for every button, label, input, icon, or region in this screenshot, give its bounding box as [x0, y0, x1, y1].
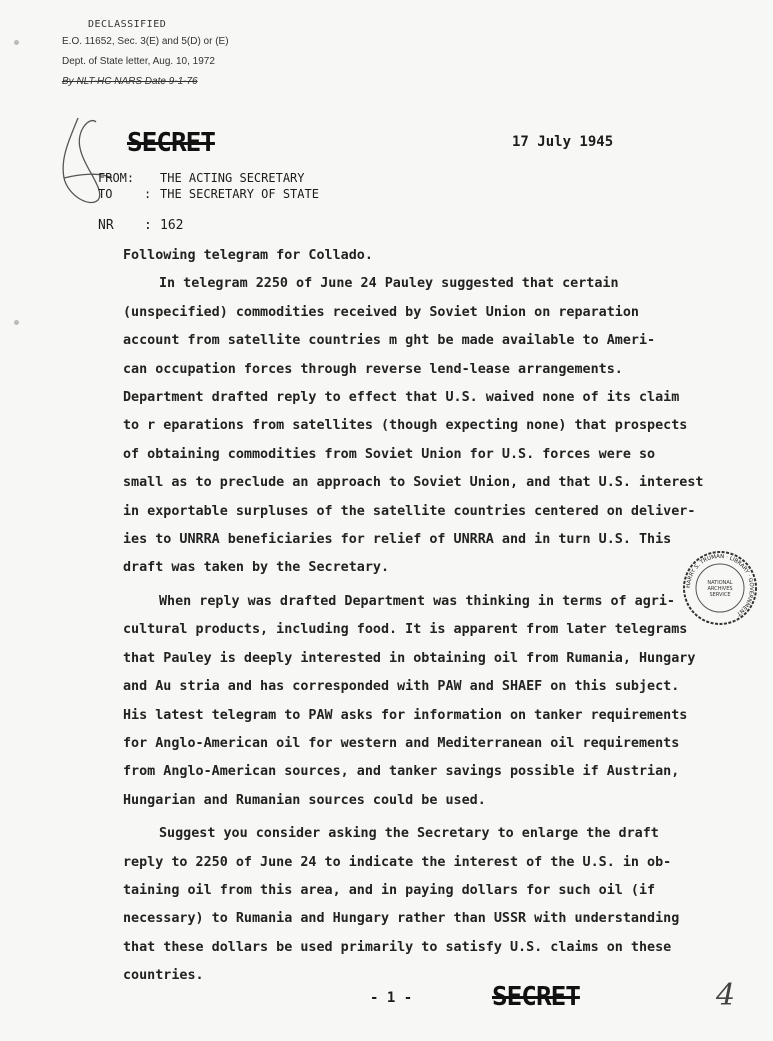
text-line: from Anglo-American sources, and tanker savings possible if Austrian,	[123, 764, 680, 780]
text-line: In telegram 2250 of June 24 Pauley suggested that certain	[159, 276, 619, 292]
text-line: for Anglo-American oil for western and Mediterranean oil requirements	[123, 735, 680, 751]
memo-body	[123, 242, 713, 991]
text-line: taining oil from this area, and in paying dollars for such oil (if	[123, 882, 656, 898]
from-value: THE ACTING SECRETARY	[160, 171, 305, 185]
text-line: Department drafted reply to effect that U.S. waived none of its claim	[123, 390, 680, 406]
text-line: reply to 2250 of June 24 to indicate the interest of the U.S. in ob-	[123, 854, 672, 870]
svg-text:SERVICE: SERVICE	[709, 592, 731, 598]
document-date: 17 July 1945	[512, 134, 614, 150]
text-line: His latest telegram to PAW asks for information on tanker requirements	[123, 707, 688, 723]
to-value: THE SECRETARY OF STATE	[160, 187, 319, 201]
svg-text:NATIONAL: NATIONAL	[707, 580, 733, 586]
text-line: that Pauley is deeply interested in obtaining oil from Rumania, Hungary	[123, 650, 696, 666]
classification-top: SECRET	[127, 128, 215, 158]
text-line: Suggest you consider asking the Secretary to enlarge the draft	[159, 826, 659, 842]
text-line: small as to preclude an approach to Soviet Union, and that U.S. interest	[123, 475, 704, 491]
archives-seal-stamp	[680, 548, 760, 628]
text-line: When reply was drafted Department was thinking in terms of agri-	[159, 593, 675, 609]
declass-title: DECLASSIFIED	[88, 19, 167, 30]
from-label: FROM:	[98, 171, 135, 185]
text-line: (unspecified) commodities received by Soviet Union on reparation	[123, 304, 639, 320]
text-line: to r eparations from satellites (though expecting none) that prospects	[123, 418, 688, 434]
text-line: in exportable surpluses of the satellite countries centered on deliver-	[123, 503, 696, 519]
svg-text:ARCHIVES: ARCHIVES	[707, 586, 733, 592]
memo-header	[98, 170, 319, 202]
text-line: Hungarian and Rumanian sources could be used.	[123, 792, 486, 808]
text-line: of obtaining commodities from Soviet Union for U.S. forces were so	[123, 446, 656, 462]
paragraph-1	[123, 270, 713, 582]
punch-hole	[14, 40, 19, 45]
to-separator: :	[144, 187, 152, 201]
declass-authority: E.O. 11652, Sec. 3(E) and 5(D) or (E)	[62, 36, 229, 47]
declass-by-line: By NLT-HC NARS Date 9-1-76	[62, 76, 198, 87]
declass-letter: Dept. of State letter, Aug. 10, 1972	[62, 56, 215, 67]
classification-bottom: SECRET	[492, 982, 580, 1012]
body-lead: Following telegram for Collado.	[123, 248, 373, 263]
nr-label: NR	[98, 218, 114, 233]
text-line: account from satellite countries m ght be made available to Ameri-	[123, 333, 656, 349]
paragraph-3	[123, 820, 713, 990]
text-line: necessary) to Rumania and Hungary rather than USSR with understanding	[123, 911, 680, 927]
nr-line	[98, 218, 183, 233]
page-number: - 1 -	[370, 990, 413, 1006]
handwritten-page-mark: 4	[716, 978, 736, 1013]
text-line: and Au stria and has corresponded with PAW and SHAEF on this subject.	[123, 679, 680, 695]
text-line: draft was taken by the Secretary.	[123, 560, 390, 576]
nr-separator: :	[144, 218, 152, 233]
text-line: countries.	[123, 968, 204, 984]
text-line: that these dollars be used primarily to satisfy U.S. claims on these	[123, 939, 672, 955]
to-label: TO	[98, 187, 113, 201]
text-line: ies to UNRRA beneficiaries for relief of UNRRA and in turn U.S. This	[123, 532, 672, 548]
svg-text:HARRY S. TRUMAN · LIBRARY · GO: HARRY S. TRUMAN · LIBRARY · GOVERNMENT	[685, 553, 755, 617]
paragraph-2	[123, 588, 713, 815]
declassification-stamp	[62, 18, 229, 92]
nr-value: 162	[160, 218, 184, 233]
text-line: cultural products, including food. It is apparent from later telegrams	[123, 622, 688, 638]
text-line: can occupation forces through reverse lend-lease arrangements.	[123, 361, 623, 377]
punch-hole	[14, 320, 19, 325]
